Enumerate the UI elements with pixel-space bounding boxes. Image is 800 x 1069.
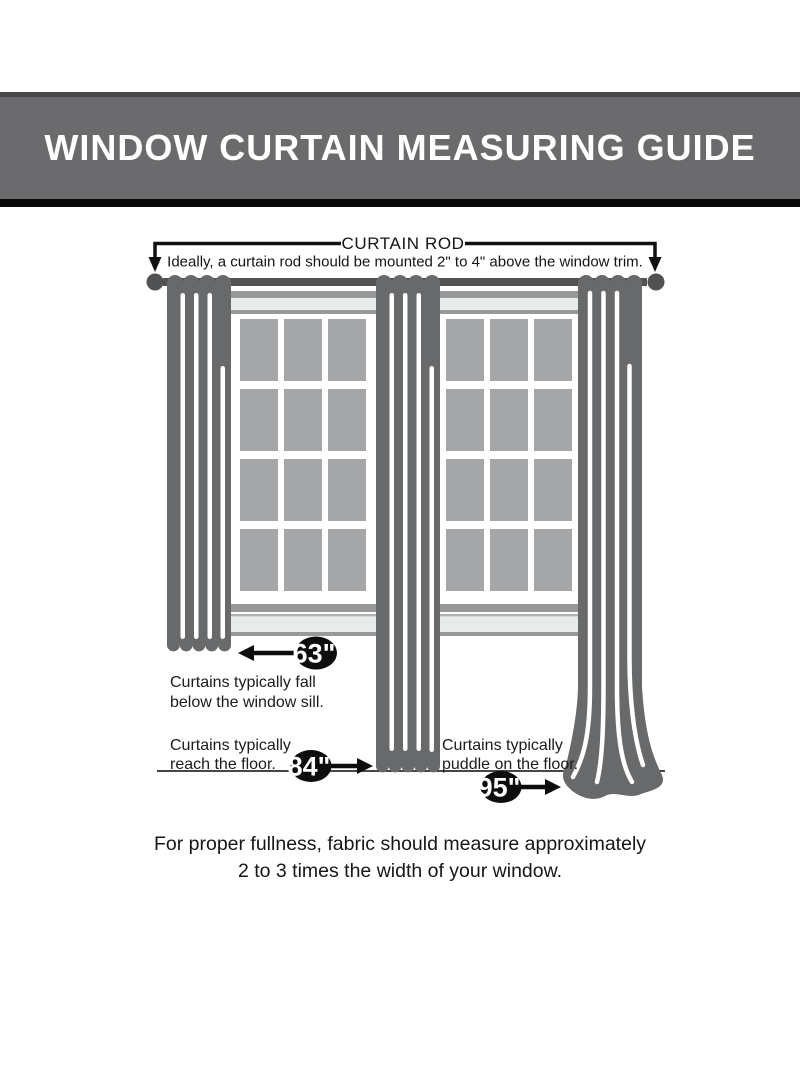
page-title: WINDOW CURTAIN MEASURING GUIDE [44,127,756,168]
fullness-note-line1: For proper fullness, fabric should measure approximately [153,833,647,855]
curtain-panel-floor-length [376,275,440,772]
note-95-line2: puddle on the floor. [442,756,579,773]
measurement-84 [170,737,373,782]
header-banner [0,92,800,207]
measuring-diagram [0,207,800,819]
fullness-note-line2: 2 to 3 times the width of your window. [237,860,563,882]
window-left [230,291,376,636]
length-badge-label: 63" [292,638,336,669]
rod-finial-left [147,274,164,291]
arrow-right-icon [545,779,561,795]
curtain-diagram-svg [0,207,800,819]
note-63-line1: Curtains typically fall [170,674,316,691]
curtain-panel-sill-length [167,275,231,651]
note-63-line2: below the window sill. [170,694,324,711]
window-right [436,291,582,636]
rod-finial-right [648,274,665,291]
arrow-left-icon [238,645,254,661]
arrow-down-icon [649,257,662,272]
note-84-line2: reach the floor. [170,756,276,773]
arrow-down-icon [149,257,162,272]
fullness-note [0,819,800,885]
curtain-panel-puddle-length [563,275,663,799]
note-95-line1: Curtains typically [442,737,563,754]
note-84-line1: Curtains typically [170,737,291,754]
measurement-95 [442,737,578,803]
curtain-rod-label: CURTAIN ROD [341,234,465,253]
length-badge-label: 95" [477,772,521,803]
curtain-rod-callout [149,234,662,272]
curtain-rod-note: Ideally, a curtain rod should be mounted 2" to 4" above the window trim. [167,253,643,271]
length-badge-label: 84" [287,751,331,782]
